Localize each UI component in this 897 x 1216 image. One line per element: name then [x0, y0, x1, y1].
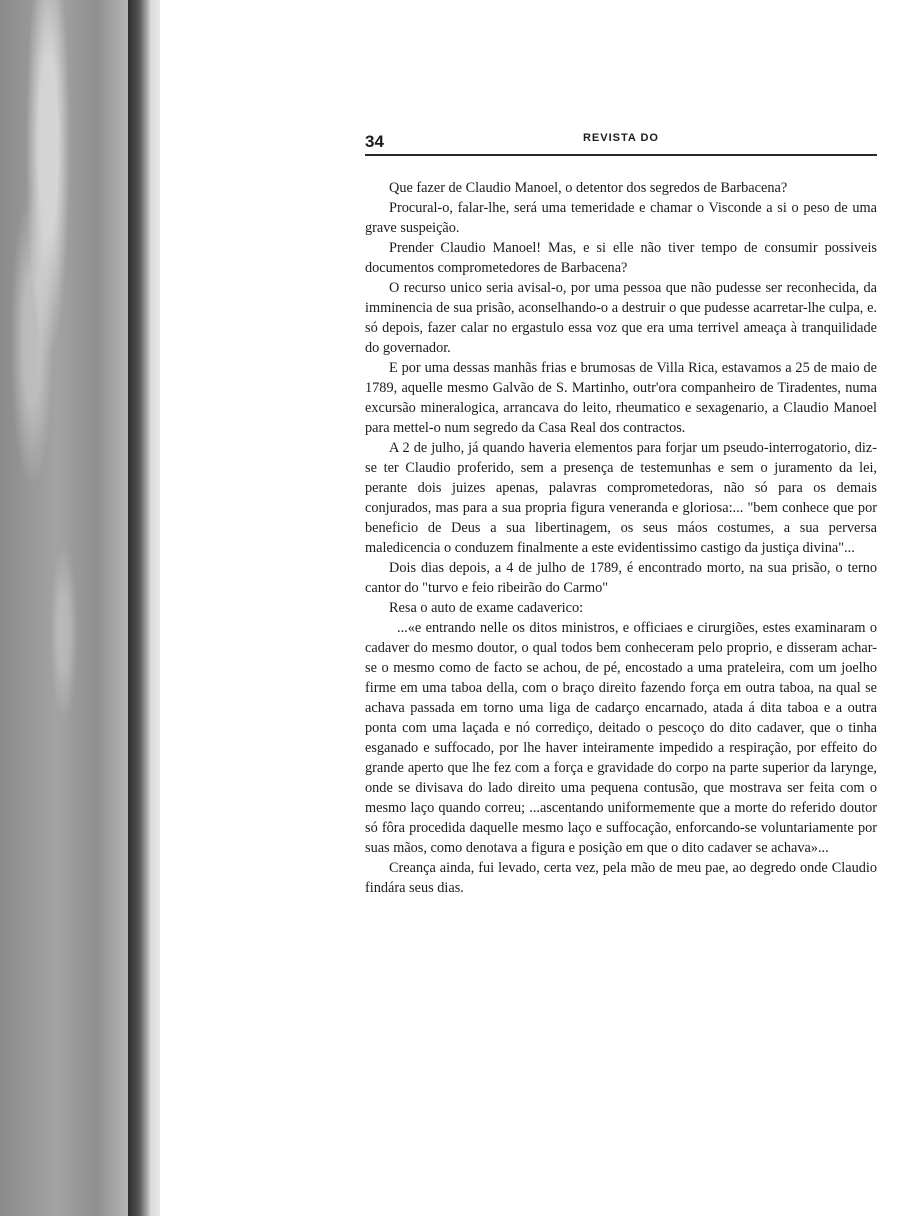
page-number: 34 — [365, 132, 384, 151]
paragraph: Prender Claudio Manoel! Mas, e si elle não tiver tempo de consumir possiveis documentos comprometedores de Barbacena? — [365, 240, 877, 276]
paragraph: Procural-o, falar-lhe, será uma temeridade e chamar o Visconde a si o peso de uma grave suspeição. — [365, 200, 877, 236]
book-binding-shadow — [0, 0, 160, 1216]
paragraph: Que fazer de Claudio Manoel, o detentor dos segredos de Barbacena? — [389, 180, 788, 196]
paragraph: Dois dias depois, a 4 de julho de 1789, é encontrado morto, na sua prisão, o terno cantor do "turvo e feio ribeirão do Carmo" — [365, 560, 877, 596]
running-title: REVISTA DO — [582, 132, 659, 144]
paragraph: A 2 de julho, já quando haveria elementos para forjar um pseudo-interrogatorio, diz-se ter Claudio proferido, sem a presença de testemunhas e sem o juramento da lei, perante dois juizes apenas, palavras comprometedoras, não só para os demais conjurados, mas para a sua propria figura veneranda e gloriosa:... "bem conhece que por beneficio de Deus a sua libertinagem, os seus máos costumes, a sua perversa maledicencia o conduzem finalmente a este evidentissimo castigo da justiça divina"... — [365, 440, 877, 556]
running-header — [365, 132, 877, 156]
book-page — [365, 132, 877, 898]
paragraph: O recurso unico seria avisal-o, por uma pessoa que não pudesse ser reconhecida, da imminencia de sua prisão, aconselhando-o a destruir o que pudesse acarretar-lhe culpa, e. só depois, fazer calar no ergastulo essa voz que era uma terrivel ameaça à tranquilidade do governador. — [365, 280, 877, 356]
autopsy-quote: ...«e entrando nelle os ditos ministros, e officiaes e cirurgiões, estes examinaram o cadaver do mesmo doutor, o qual todos bem conheceram pelo proprio, e disseram achar-se o mesmo como de facto se achou, de pé, encostado a uma prateleira, com um joelho firme em uma taboa della, com o braço direito fazendo força em outra taboa, na qual se achava passada em torno uma liga de cadarço encarnado, atada á dita taboa e a outra ponta com uma laçada e nó corrediço, deitado o pescoço do dito cadaver, que o tinha esganado e suffocado, por lhe haver inteiramente impedido a respiração, por effeito do grande aperto que lhe fez com a força e gravidade do corpo na parte superior da larynge, onde se divisava do lado direito uma pequena contusão, que mostrava ser feita com o mesmo laço quando correu; ...ascentando uniformemente que a morte do referido doutor só fôra procedida daquelle mesmo laço e suffocação, enforcando-se voluntariamente por suas mãos, como denotava a figura e posição em que o dito cadaver se achava»... — [365, 620, 877, 856]
paragraph: Resa o auto de exame cadaverico: — [389, 600, 584, 616]
closing-paragraph: Creança ainda, fui levado, certa vez, pela mão de meu pae, ao degredo onde Claudio findára seus dias. — [365, 860, 877, 896]
body-text — [365, 178, 877, 898]
paragraph: E por uma dessas manhãs frias e brumosas de Villa Rica, estavamos a 25 de maio de 1789, aquelle mesmo Galvão de S. Martinho, outr'ora companheiro de Tiradentes, numa excursão mineralogica, arrancava do leito, rheumatico e sexagenario, a Claudio Manoel para mettel-o num segredo da Casa Real dos contractos. — [365, 360, 877, 436]
